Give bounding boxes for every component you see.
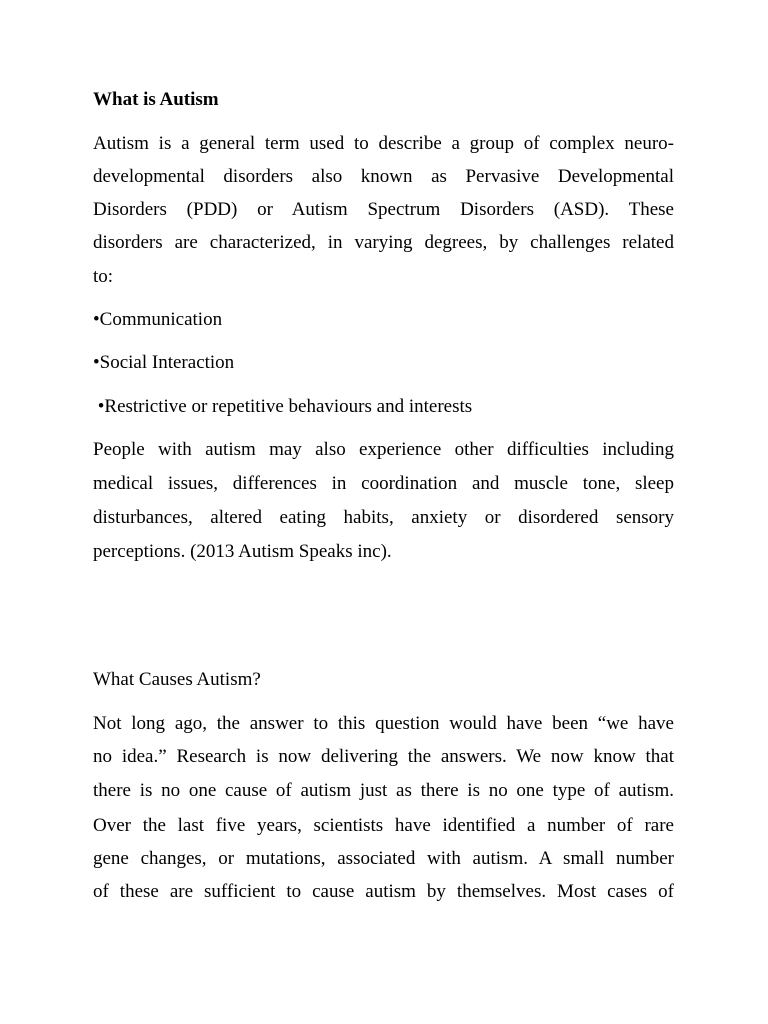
paragraph-line: disturbances, altered eating habits, anxiety or disordered sensory: [93, 507, 674, 528]
paragraph-line: medical issues, differences in coordination and muscle tone, sleep: [93, 473, 674, 494]
paragraph-line: perceptions. (2013 Autism Speaks inc).: [93, 541, 392, 562]
paragraph-line: to:: [93, 266, 114, 287]
paragraph-line: People with autism may also experience other difficulties including: [93, 439, 674, 460]
paragraph-line: gene changes, or mutations, associated with autism. A small number: [93, 848, 674, 869]
paragraph-line: there is no one cause of autism just as there is no one type of autism.: [93, 780, 674, 801]
paragraph-line: Autism is a general term used to describe a group of complex neuro-: [93, 133, 674, 154]
paragraph-line: no idea.” Research is now delivering the answers. We now know that: [93, 746, 674, 767]
bullet-item: •Communication: [93, 309, 223, 330]
heading-what-causes-autism: What Causes Autism?: [93, 669, 261, 690]
bullet-item: •Restrictive or repetitive behaviours and interests: [93, 396, 473, 417]
paragraph-line: Over the last five years, scientists have identified a number of rare: [93, 815, 674, 836]
paragraph-line: Not long ago, the answer to this question would have been “we have: [93, 713, 674, 734]
paragraph-line: of these are sufficient to cause autism by themselves. Most cases of: [93, 881, 674, 902]
heading-what-is-autism: What is Autism: [93, 89, 219, 110]
bullet-item: •Social Interaction: [93, 352, 235, 373]
paragraph-line: Disorders (PDD) or Autism Spectrum Disorders (ASD). These: [93, 199, 674, 220]
paragraph-line: developmental disorders also known as Pervasive Developmental: [93, 166, 674, 187]
paragraph-line: disorders are characterized, in varying degrees, by challenges related: [93, 232, 674, 253]
